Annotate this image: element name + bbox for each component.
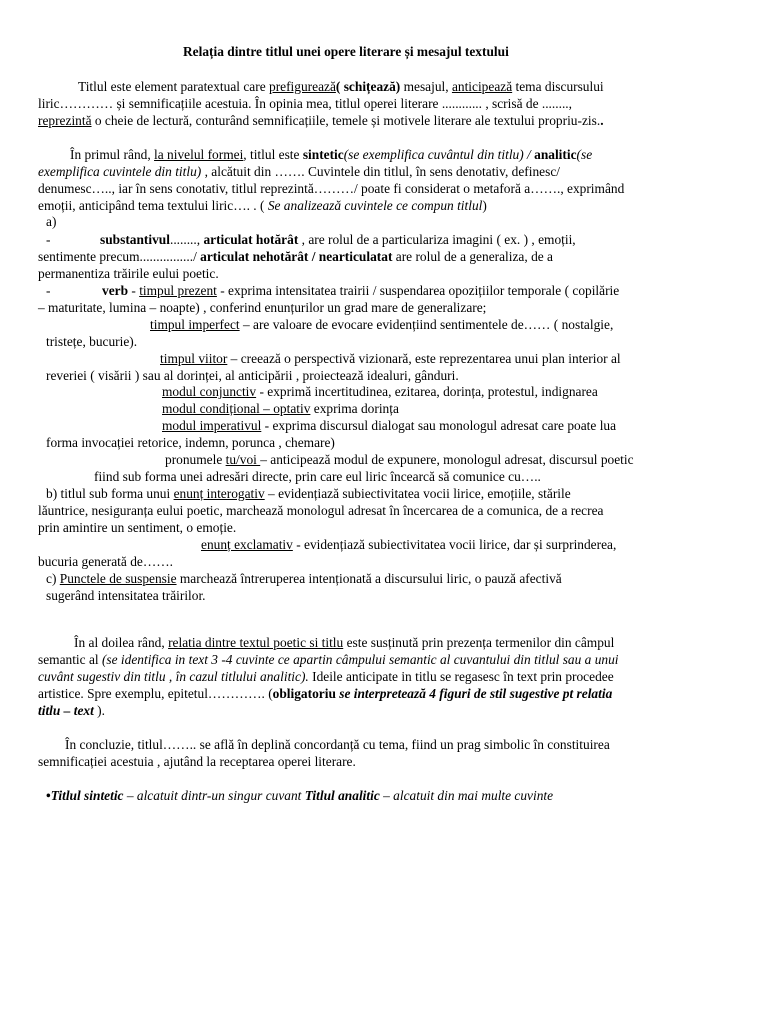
underlined-term: timpul imperfect <box>150 317 240 332</box>
p3-line-2 <box>38 651 619 668</box>
imperative-line-2: forma invocației retorice, indemn, porunca , chemare) <box>46 435 335 450</box>
substantive-line-3: permanentiza trăirile eului poetic. <box>38 266 219 281</box>
text: – anticipează modul de expunere, monologul adresat, discursul poetic <box>260 452 634 467</box>
text: - evidențiază subiectivitatea vocii lirice, dar și surprinderea, <box>292 537 617 552</box>
bold-term: verb <box>102 283 129 298</box>
bold-term: obligatoriu <box>272 686 336 701</box>
text: ). <box>97 703 105 718</box>
text: , alcătuit din ……. Cuvintele din titlul, în sens denotativ, definesc/ <box>201 164 560 179</box>
italic-note: – alcatuit dintr-un singur cuvant <box>123 788 305 803</box>
underlined-term: enunț interogativ <box>173 486 265 501</box>
substantive-line-1 <box>100 231 576 248</box>
text: - exprimă incertitudinea, ezitarea, dorința, protestul, indignarea <box>256 384 598 399</box>
bold-term: sintetic <box>302 147 344 162</box>
underlined-term: timpul viitor <box>160 351 228 366</box>
text: mesajul, <box>400 79 452 94</box>
item-b-line-1 <box>46 485 571 502</box>
text: exprima dorința <box>310 401 399 416</box>
item-b-line-3: prin amintire un sentiment, o emoție. <box>38 520 237 535</box>
text: artistice. Spre exemplu, epitetul…………. ( <box>38 686 273 701</box>
bullet: • <box>46 788 51 803</box>
underlined-term: timpul prezent <box>139 283 217 298</box>
exclamative-line-1 <box>201 536 616 553</box>
text: , are rolul de a particulariza imagini ( ex. ) , emoții, <box>298 232 576 247</box>
italic-note: (se <box>576 147 593 162</box>
text: sentimente precum................/ <box>38 249 201 264</box>
underlined-term: la nivelul formei <box>154 147 244 162</box>
conjunctive-line <box>162 383 598 400</box>
text: b) titlul sub forma unui <box>46 486 174 501</box>
p3-line-4 <box>38 685 612 702</box>
underlined-term: modul condițional – optativ <box>162 401 311 416</box>
underlined-term: tu/voi <box>225 452 261 467</box>
text: În primul rând, <box>70 147 155 162</box>
imperfect-line-2: tristețe, bucurie). <box>46 334 138 349</box>
italic-note: exemplifica cuvintele din titlu) <box>38 164 202 179</box>
underlined-term: relatia dintre textul poetic si titlu <box>168 635 344 650</box>
bold-term: articulat hotărât <box>203 232 299 247</box>
exclamative-line-2: bucuria generată de……. <box>38 554 173 569</box>
text: În al doilea rând, <box>74 635 169 650</box>
text: pronumele <box>165 452 226 467</box>
conclusion-line-2: semnificației acestuia , ajutând la receptarea operei literare. <box>38 754 356 769</box>
pronoun-line-2: fiind sub forma unei adresări directe, prin care eul liric încearcă să comunice cu….. <box>94 469 541 484</box>
underlined-term: Punctele de suspensie <box>59 571 177 586</box>
underlined-term: enunț exclamativ <box>201 537 293 552</box>
bold-italic-note: titlu – text <box>38 703 98 718</box>
dash: - <box>46 283 51 298</box>
future-line-1 <box>160 350 621 367</box>
text: ........, <box>169 232 204 247</box>
text: o cheie de lectură, conturând semnificațiile, temele și motivele literare ale textului propriu-zis. <box>91 113 601 128</box>
imperfect-line-1 <box>150 316 613 333</box>
text: are rolul de a generaliza, de a <box>392 249 553 264</box>
item-c-line-1 <box>46 570 562 587</box>
text: Ideile anticipate in titlu se regasesc în text prin procedee <box>308 669 614 684</box>
italic-note: (se identifica in text 3 -4 cuvinte ce apartin câmpului semantic al cuvantului din titlul sau a unui <box>101 652 619 667</box>
p2-line-4 <box>38 197 487 214</box>
p3-line-5 <box>38 702 105 719</box>
italic-note: cuvânt sugestiv din titlu , în cazul titlului analitic). <box>38 669 309 684</box>
text: – are valoare de evocare evidențiind sentimentele de…… ( nostalgie, <box>239 317 614 332</box>
document-title: Relația dintre titlul unei opere literare și mesajul textului <box>183 44 509 59</box>
italic-note: – alcatuit din mai multe cuvinte <box>379 788 554 803</box>
pronoun-line-1 <box>165 451 634 468</box>
list-marker-a: a) <box>46 214 57 229</box>
text: emoții, anticipând tema textului liric…. . ( <box>38 198 268 213</box>
conclusion-line-1: În concluzie, titlul…….. se află în deplină concordanță cu tema, fiind un prag simbolic în constituirea <box>65 737 610 752</box>
bold-italic-term: Titlul analitic <box>304 788 380 803</box>
text: tema discursului <box>512 79 604 94</box>
p3-line-3 <box>38 668 614 685</box>
text: este susținută prin prezența termenilor din câmpul <box>343 635 615 650</box>
p2-line-1 <box>70 146 592 163</box>
dash: - <box>46 232 51 247</box>
text: . <box>600 113 604 128</box>
text: – creează o perspectivă vizionară, este reprezentarea unui plan interior al <box>227 351 621 366</box>
verb-line-1 <box>102 282 619 299</box>
intro-line-3 <box>38 112 604 129</box>
bold-term: substantivul <box>100 232 170 247</box>
underlined-term: modul imperativul <box>162 418 262 433</box>
text: - exprima intensitatea trairii / suspendarea opozițiilor temporale ( copilărie <box>216 283 620 298</box>
future-line-2: reveriei ( visării ) sau al dorinței, al anticipării , proiectează idealuri, gânduri. <box>46 368 459 383</box>
text: ) <box>482 198 487 213</box>
intro-line-2: liric………… și semnificațiile acestuia. În opinia mea, titlul operei literare ............ , scrisă de ........, <box>38 96 572 111</box>
definition-note <box>46 787 553 804</box>
text: - exprima discursul dialogat sau monologul adresat care poate lua <box>261 418 617 433</box>
conditional-line <box>162 400 399 417</box>
p2-line-2 <box>38 163 560 180</box>
bold-term: articulat nehotărât / nearticulatat <box>200 249 393 264</box>
intro-line-1 <box>78 78 604 95</box>
text: , titlul este <box>243 147 303 162</box>
verb-line-2: – maturitate, lumina – noapte) , conferind enunțurilor un grad mare de generalizare; <box>38 300 487 315</box>
underlined-term: prefigurează <box>269 79 336 94</box>
bold-term: ( schițează) <box>335 79 401 94</box>
substantive-line-2 <box>38 248 553 265</box>
text: – evidențiază subiectivitatea vocii lirice, emoțiile, stările <box>264 486 571 501</box>
text: - <box>128 283 140 298</box>
underlined-term: reprezintă <box>38 113 92 128</box>
p3-line-1 <box>74 634 614 651</box>
bold-term: analitic <box>534 147 577 162</box>
text: Titlul este element paratextual care <box>78 79 269 94</box>
text: semantic al <box>38 652 102 667</box>
item-c-line-2: sugerând intensitatea trăirilor. <box>46 588 206 603</box>
text: c) <box>46 571 60 586</box>
p2-line-3: denumesc….., iar în sens conotativ, titlul reprezintă………/ poate fi considerat o metaforă a……., exprimând <box>38 181 625 196</box>
italic-note: (se exemplifica cuvântul din titlu) / <box>343 147 535 162</box>
text: marchează întreruperea intenționată a discursului liric, o pauză afectivă <box>176 571 562 586</box>
imperative-line-1 <box>162 417 616 434</box>
bold-italic-note: se interpretează 4 figuri de stil sugestive pt relatia <box>335 686 613 701</box>
underlined-term: anticipează <box>451 79 513 94</box>
underlined-term: modul conjunctiv <box>162 384 257 399</box>
item-b-line-2: lăuntrice, nesiguranța eului poetic, marchează monologul adresat în încercarea de a comunica, de a recrea <box>38 503 604 518</box>
bold-italic-term: Titlul sintetic <box>50 788 124 803</box>
italic-note: Se analizează cuvintele ce compun titlul <box>267 198 483 213</box>
